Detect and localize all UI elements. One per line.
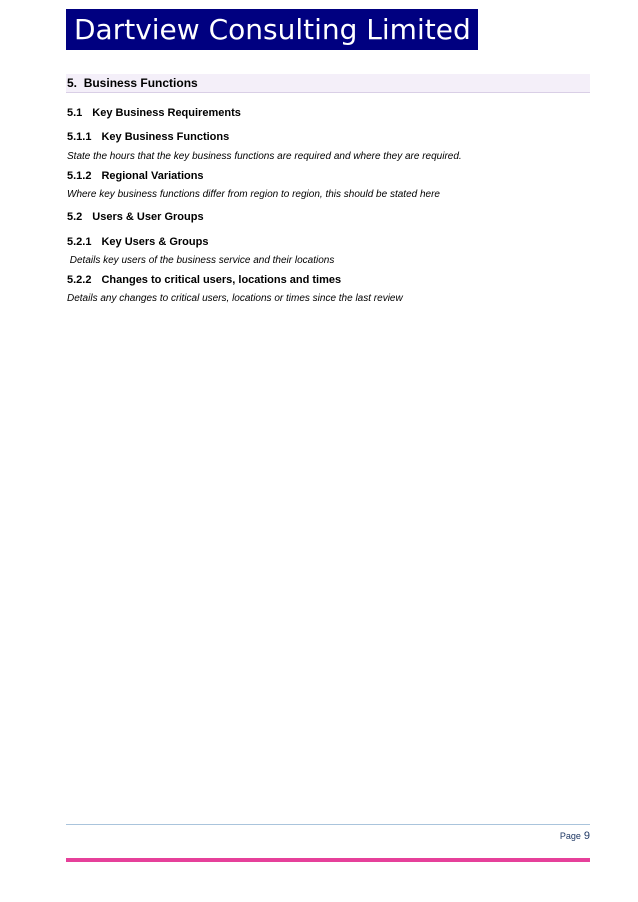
- section-title: Business Functions: [83, 76, 198, 90]
- page-number-value: 9: [583, 830, 590, 842]
- subsection-title: Users & User Groups: [92, 211, 204, 223]
- page-label: Page: [559, 831, 581, 841]
- paragraph-5-2-2: Details any changes to critical users, locations or times since the last review: [67, 293, 403, 304]
- subsection-number: 5.2: [67, 211, 83, 223]
- subsection-number: 5.2.1: [67, 236, 92, 248]
- section-heading: [67, 74, 198, 92]
- company-name-banner: Dartview Consulting Limited: [66, 9, 478, 50]
- paragraph-5-2-1: Details key users of the business service and their locations: [67, 255, 335, 266]
- paragraph-5-1-2: Where key business functions differ from region to region, this should be stated here: [67, 189, 440, 200]
- subsection-title: Key Business Functions: [101, 131, 230, 143]
- footer-accent-bar: [66, 858, 590, 862]
- subsection-heading-5-1-1: [67, 130, 229, 144]
- subsection-title: Regional Variations: [101, 170, 204, 182]
- subsection-number: 5.1: [67, 107, 83, 119]
- subsection-number: 5.2.2: [67, 274, 92, 286]
- subsection-heading-5-2-2: [67, 273, 341, 287]
- paragraph-5-1-1: State the hours that the key business functions are required and where they are required.: [67, 151, 462, 162]
- subsection-title: Changes to critical users, locations and times: [101, 274, 342, 286]
- subsection-heading-5-2: [67, 210, 204, 224]
- subsection-number: 5.1.1: [67, 131, 92, 143]
- section-number: 5.: [67, 76, 78, 90]
- subsection-heading-5-1-2: [67, 169, 204, 183]
- subsection-title: Key Business Requirements: [92, 107, 241, 119]
- footer-divider: [66, 824, 590, 825]
- subsection-heading-5-2-1: [67, 235, 208, 249]
- subsection-heading-5-1: [67, 106, 241, 120]
- subsection-number: 5.1.2: [67, 170, 92, 182]
- section-heading-bar: [66, 74, 590, 93]
- subsection-title: Key Users & Groups: [101, 236, 209, 248]
- page-number: [560, 829, 590, 843]
